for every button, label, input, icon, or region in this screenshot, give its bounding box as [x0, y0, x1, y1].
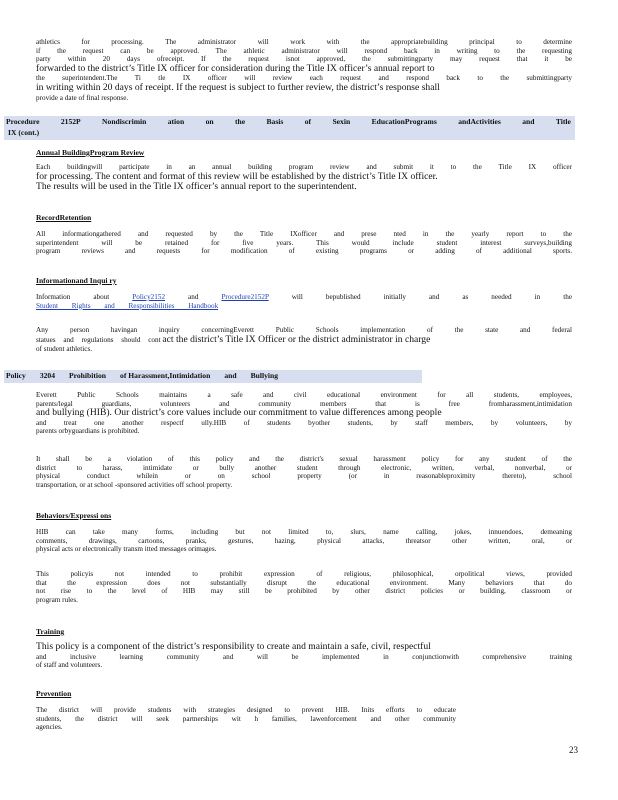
- text-line: Each buildingwill participate in an annual building program review and submit it to the Title IX officer: [36, 163, 572, 171]
- text-span: Information about: [36, 293, 110, 301]
- behaviors-paragraph: [36, 528, 572, 554]
- text-line: Everett Public Schools maintains a safe and civil educational environment for all students, employees,: [36, 391, 572, 399]
- text-line: superintendent will be retained for five years. This would include student interest surveys,building: [36, 238, 572, 247]
- text-line: transportation, or at school -sponsored activities off school property.: [36, 480, 233, 489]
- text-line: HIB can take many forms, including but not limited to, slurs, name calling, jokes, innuendoes, demeaning: [36, 528, 572, 536]
- text-line: The results will be used in the Title IX officer’s annual report to the superintendent.: [36, 181, 357, 193]
- procedure-title-continued: IX (cont.): [8, 128, 40, 137]
- title-word: and: [224, 371, 237, 380]
- text-line: All informationgathered and requested by the Title IXofficer and prese nted in the yearly report to the: [36, 230, 572, 238]
- expression-paragraph: [36, 570, 572, 604]
- text-span: and: [188, 293, 199, 301]
- policy-2152-link[interactable]: Policy2152: [132, 293, 166, 301]
- text-span: act the district’s Title IX Officer or the district administrator in charge: [162, 333, 431, 345]
- text-span: will bepublished initially and as needed in the: [291, 293, 573, 301]
- text-line: The district will provide students with strategies designed to prevent HIB. Inits efforts to educate: [36, 706, 456, 714]
- text-line: party within 20 days ofreceipt. If the request isnot approved, the submittingparty may request that it be: [36, 55, 572, 64]
- text-line: and bullying (HIB). Our district’s core values include our commitment to value differences among people: [36, 407, 442, 419]
- top-paragraph: [36, 38, 572, 102]
- student-handbook-link[interactable]: Student Rights and Responsibilities Handbook: [36, 301, 219, 310]
- procedure-section-header: [4, 116, 575, 140]
- text-line: of staff and volunteers.: [36, 661, 103, 670]
- title-word: andActivities: [458, 117, 501, 126]
- information-paragraph: [36, 293, 572, 310]
- text-line: physical acts or electronically transm itted messages orimages.: [36, 545, 217, 554]
- title-word: of Harassment,Intimidation: [120, 371, 211, 380]
- text-line: for processing. The content and format of this review will be established by the district’s Title IX officer.: [36, 170, 438, 182]
- text-line: and inclusive learning community and will be implemented in conjunctionwith comprehensive training: [36, 652, 572, 661]
- title-word: Sexin: [332, 117, 351, 126]
- title-word: Bullying: [250, 371, 278, 380]
- title-word: of: [304, 117, 312, 126]
- procedure-title-row: [6, 116, 575, 127]
- text-line: district to harass, intimidate or bully another student through electronic, written, verbal, nonverbal, or: [36, 463, 572, 472]
- text-line: provide a date of final response.: [36, 93, 129, 102]
- text-line: It shall be a violation of this policy and the district's sexual harassment policy for any student of the: [36, 455, 572, 463]
- title-word: ation: [167, 117, 185, 126]
- text-line: forwarded to the district’s Title IX officer for consideration during the Title IX officer’s annual report to: [36, 62, 435, 74]
- text-line: comments, drawings, cartoons, pranks, gestures, hazing, physical attacks, threatsor other written, oral, or: [36, 536, 572, 545]
- text-line: parents orbyguardians is prohibited.: [36, 427, 140, 436]
- policy-title-row: [6, 370, 422, 381]
- record-retention-paragraph: [36, 230, 572, 256]
- text-span: statues and regulations should cont: [36, 335, 161, 344]
- title-word: the: [234, 117, 246, 126]
- title-word: and: [522, 117, 535, 126]
- text-line: [36, 335, 572, 346]
- annual-review-paragraph: [36, 163, 572, 193]
- title-word: Procedure: [6, 117, 40, 126]
- text-line: if the request can be approved. The athletic administrator will respond back in writing to the requesting: [36, 46, 572, 55]
- text-line: [36, 302, 572, 311]
- record-retention-heading: RecordRetention: [36, 213, 92, 222]
- text-line: Any person havingan inquiry concerningEverett Public Schools implementation of the state and federal: [36, 326, 572, 334]
- policy-section-header: [4, 370, 422, 383]
- annual-review-heading: Annual BuildingProgram Review: [36, 148, 145, 157]
- information-inquiry-heading: Informationand Inqui ry: [36, 276, 117, 285]
- text-line: parents/legal guardians, volunteers and community members that is free fromharassment,intimidation: [36, 399, 572, 408]
- text-line: and treat one another respectf ully.HIB of students byother students, by staff members, by volunteers, by: [36, 418, 572, 427]
- text-line: athletics for processing. The administrator will work with the appropriatebuilding principal to determine: [36, 38, 572, 46]
- violation-paragraph: [36, 455, 572, 489]
- text-line: not rise to the level of HIB may still be prohibited by other district policies or building, classroom or: [36, 587, 572, 596]
- title-word: Prohibition: [69, 371, 107, 380]
- text-line: agencies.: [36, 723, 63, 732]
- text-line: of student athletics.: [36, 345, 93, 354]
- prevention-heading: Prevention: [36, 689, 72, 698]
- title-word: Nondiscrimin: [102, 117, 147, 126]
- text-line: [36, 293, 572, 302]
- title-word: Basis: [266, 117, 284, 126]
- text-line: that the expression does not substantially disrupt the educational environment. Many behaviors that do: [36, 578, 572, 587]
- text-line: This policy is a component of the district’s responsibility to create and maintain a safe, civil, respectful: [36, 641, 431, 652]
- policy-intro-paragraph: [36, 391, 572, 436]
- prevention-paragraph: [36, 706, 456, 732]
- text-line: in writing within 20 days of receipt. If the request is subject to further review, the district’s response shall: [36, 81, 440, 93]
- text-line: physical conduct whilein or on school property (or in reasonableproximity thereto), school: [36, 472, 572, 481]
- title-word: EducationPrograms: [371, 117, 437, 126]
- behaviors-heading: Behaviors/Expressi ons: [36, 511, 112, 520]
- page-number: 23: [569, 745, 578, 755]
- text-line: program rules.: [36, 595, 78, 604]
- training-heading: Training: [36, 627, 65, 636]
- text-line: This policyis not intended to prohibit expression of religious, philosophical, orpolitical views, provided: [36, 570, 572, 578]
- inquiry-paragraph: [36, 326, 572, 354]
- title-word: Policy: [6, 371, 26, 380]
- title-word: 3204: [39, 371, 56, 380]
- text-line: students, the district will seek partnerships wit h families, lawenforcement and other community: [36, 714, 456, 723]
- title-word: on: [205, 117, 214, 126]
- text-line: the superintendent.The Ti tle IX officer will review each request and respond back to the submittingparty: [36, 74, 572, 83]
- procedure-2152p-link[interactable]: Procedure2152P: [221, 293, 269, 301]
- title-word: Title: [555, 117, 571, 126]
- training-paragraph: [36, 642, 572, 670]
- title-word: 2152P: [60, 117, 81, 126]
- text-line: program reviews and requests for modification of existing programs or adding of additional sports.: [36, 247, 572, 256]
